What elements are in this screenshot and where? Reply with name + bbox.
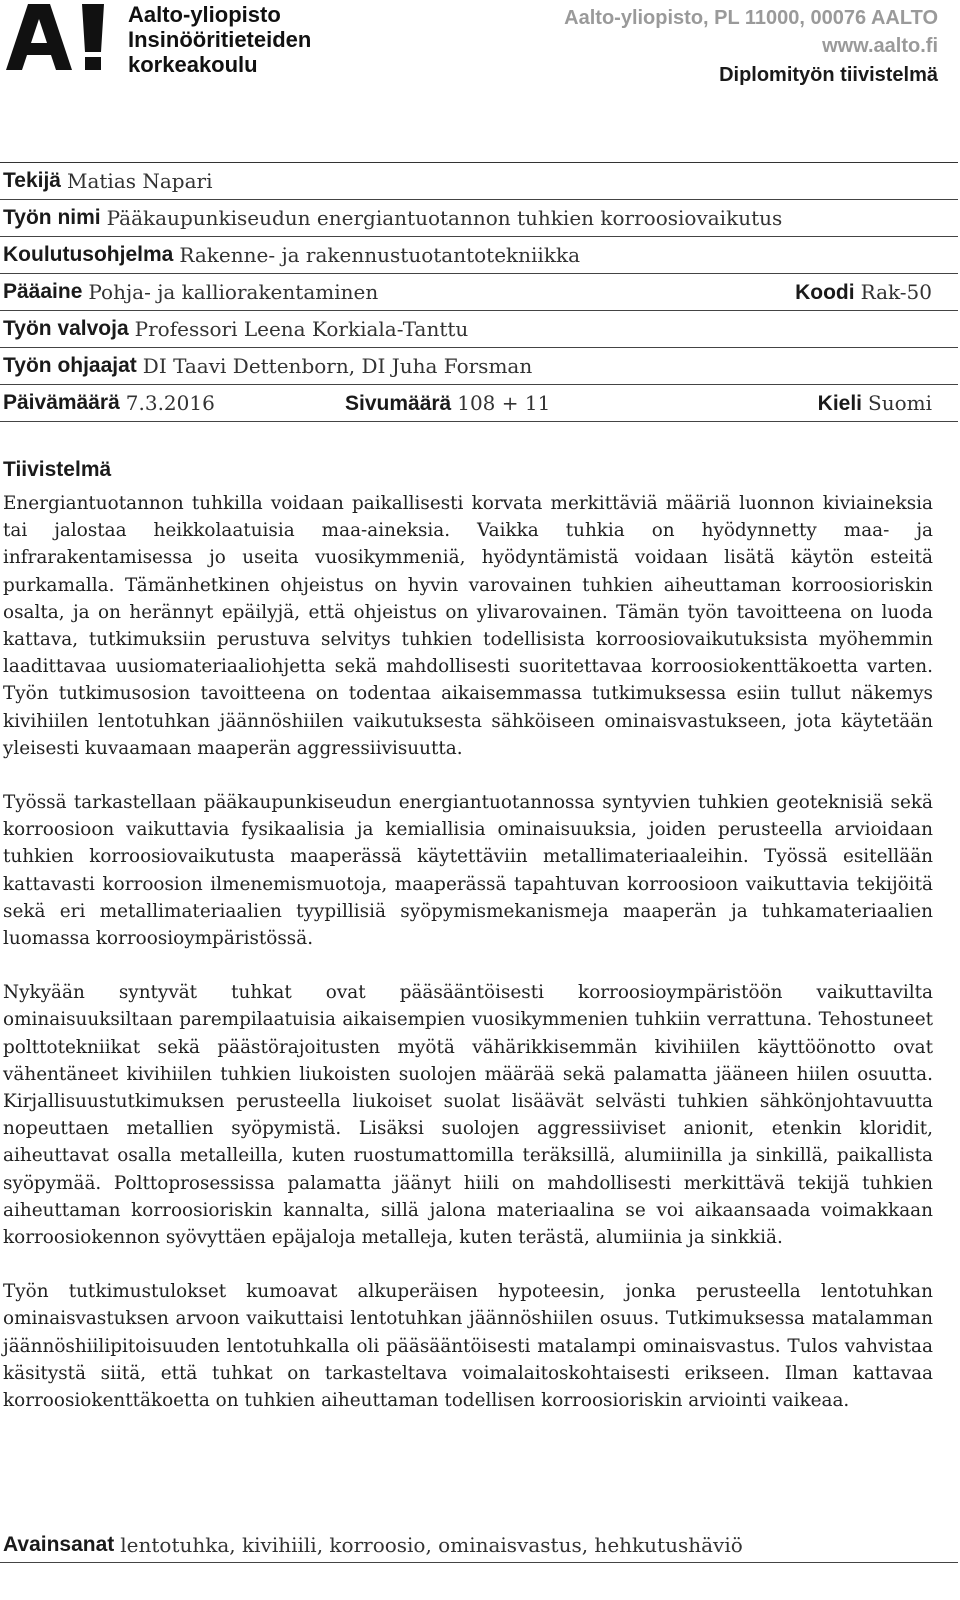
thesis-metadata-table (0, 162, 958, 422)
date-label: Päivämäärä (3, 391, 120, 414)
supervisor-value: Professori Leena Korkiala-Tanttu (134, 317, 469, 341)
date-value: 7.3.2016 (125, 391, 215, 415)
programme-row (0, 237, 958, 274)
major-row (0, 274, 958, 311)
logo-line-3: korkeakoulu (128, 52, 258, 77)
advisors-label: Työn ohjaajat (3, 354, 137, 377)
code-value: Rak-50 (860, 279, 932, 304)
language-field (818, 391, 932, 416)
title-row (0, 200, 958, 237)
pages-field (345, 391, 550, 416)
title-value: Pääkaupunkiseudun energiantuotannon tuhkien korroosiovaikutus (106, 206, 783, 230)
major-value: Pohja- ja kalliorakentaminen (88, 280, 379, 304)
keywords-row (0, 1527, 958, 1563)
abstract-paragraph: Työssä tarkastellaan pääkaupunkiseudun energiantuotannossa syntyvien tuhkien geoteknisiä sekä korroosioon vaikuttavia fysikaalisia ja kemiallisia ominaisuuksia, joiden perusteella arvioidaan tuhkien korroosiovaikutusta maaperässä käytettäviin metallimateriaaleihin. Työssä esitellään kattavasti korroosion ilmenemismuotoja, maaperässä tapahtuvan korroosioon vaikuttavia tekijöitä sekä eri metallimateriaalien tyypillisiä syöpymismekanismeja maaperän ja tuhkamateriaalien luomassa korroosioympäristössä. (3, 792, 933, 950)
abstract-paragraph: Energiantuotannon tuhkilla voidaan paikallisesti korvata merkittäviä määriä luonnon kiviaineksia tai jalostaa heikkolaatuisia maa-aineksia. Vaikka tuhkia on hyödynnetty maa- ja infrarakentamisessa jo useita vuosikymmeniä, hyödyntämistä voidaan lisätä käytön esteitä purkamalla. Tämänhetkinen ohjeistus on hyvin varovainen tuhkien aiheuttaman korroosioriskin osalta, ja on herännyt epäilyjä, että ohjeistus on ylivarovainen. Tämän työn tavoitteena on luoda kattava, tutkimuksiin perustuva selvitys tuhkien todellisista korroosiovaikutuksista myöhemmin laadittavaa uusiomateriaaliohjetta sekä mahdollisesti suoritettavaa korroosiokenttäkoetta varten. Työn tutkimusosion tavoitteena on todentaa aikaisemmassa tutkimuksessa esiin tullut näkemys kivihiilen lentotuhkan jäännöshiilen vaikutuksesta sähköiseen ominaisvastukseen, jota käytetään yleisesti kuvaamaan maaperän aggressiivisuutta. (3, 493, 933, 759)
author-label: Tekijä (3, 169, 61, 192)
abstract-heading: Tiivistelmä (3, 458, 112, 481)
major-label: Pääaine (3, 280, 83, 303)
date-pages-language-row (0, 385, 958, 422)
website: www.aalto.fi (822, 35, 938, 57)
language-value: Suomi (868, 390, 932, 415)
supervisor-row (0, 311, 958, 348)
abstract-body (3, 490, 933, 1441)
language-label: Kieli (817, 391, 863, 415)
author-value: Matias Napari (66, 169, 213, 193)
supervisor-label: Työn valvoja (3, 317, 129, 340)
programme-value: Rakenne- ja rakennustuotantotekniikka (179, 243, 580, 267)
university-address (564, 4, 938, 60)
abstract-paragraph: Työn tutkimustulokset kumoavat alkuperäisen hypoteesin, jonka perusteella lentotuhkan ominaisvastuksen arvoon vaikuttaisi lentotuhkan jäännöshiilen osuus. Tutkimuksessa matalamman jäännöshiilipitoisuuden lentotuhkalla oli pääsääntöisesti matalampi ominaisvastus. Tulos vahvistaa käsitystä siitä, että tuhkat on tarkasteltava voimalaitoskohtaisesti erikseen. Ilman kattavaa korroosiokenttäkoetta on tuhkien aiheuttaman todellisen korroosioriskin arviointi vaikeaa. (3, 1281, 933, 1412)
pages-label: Sivumäärä (345, 391, 452, 415)
keywords-label: Avainsanat (3, 1532, 115, 1556)
code-field (795, 280, 932, 305)
logo-line-1: Aalto-yliopisto (128, 2, 281, 27)
aalto-a-logo-icon (6, 2, 118, 72)
postal-address: Aalto-yliopisto, PL 11000, 00076 AALTO (564, 7, 938, 29)
abstract-paragraph: Nykyään syntyvät tuhkat ovat pääsääntöisesti korroosioympäristöön vaikuttavilta ominaisuuksiltaan parempilaatuisia aikaisempien vuosikymmenien tuhkiin verrattuna. Tehostuneet polttotekniikat sekä päästörajoitusten myötä vähärikkisemmän kivihiilen käyttöönotto ovat vähentäneet kivihiilen tuhkien liukoisten suolojen määrää sekä palamatta jääneen hiilen osuutta. Kirjallisuustutkimuksen perusteella liukoiset suolat lisäävät selvästi tuhkien sähkönjohtavuutta nopeuttaen metallien syöpymistä. Lisäksi suolojen aggressiiviset anionit, etenkin kloridit, aiheuttavat osalla metalleilla, kuten ruostumattomilla teräksillä, alumiinilla ja sinkillä, paikallista syöpymää. Polttoprosessissa palamatta jäänyt hiili on mahdollisesti merkittävä tekijä tuhkien aiheuttaman korroosioriskin kannalta, sillä jalona materiaalina se voi aikaansaada voimakkaan korroosiokennon syövyttäen epäjaloja metalleja, kuten terästä, alumiinia ja sinkkiä. (3, 982, 933, 1249)
code-label: Koodi (795, 280, 855, 304)
advisors-row (0, 348, 958, 385)
keywords-value: lentotuhka, kivihiili, korroosio, ominaisvastus, hehkutushäviö (120, 1532, 743, 1557)
advisors-value: DI Taavi Dettenborn, DI Juha Forsman (142, 354, 533, 378)
aalto-logo (6, 2, 336, 76)
logo-line-2: Insinööritieteiden (128, 27, 312, 52)
programme-label: Koulutusohjelma (3, 243, 174, 266)
pages-value: 108 + 11 (457, 390, 551, 415)
author-row (0, 163, 958, 200)
document-type-title: Diplomityön tiivistelmä (719, 64, 938, 86)
title-label: Työn nimi (3, 206, 101, 229)
